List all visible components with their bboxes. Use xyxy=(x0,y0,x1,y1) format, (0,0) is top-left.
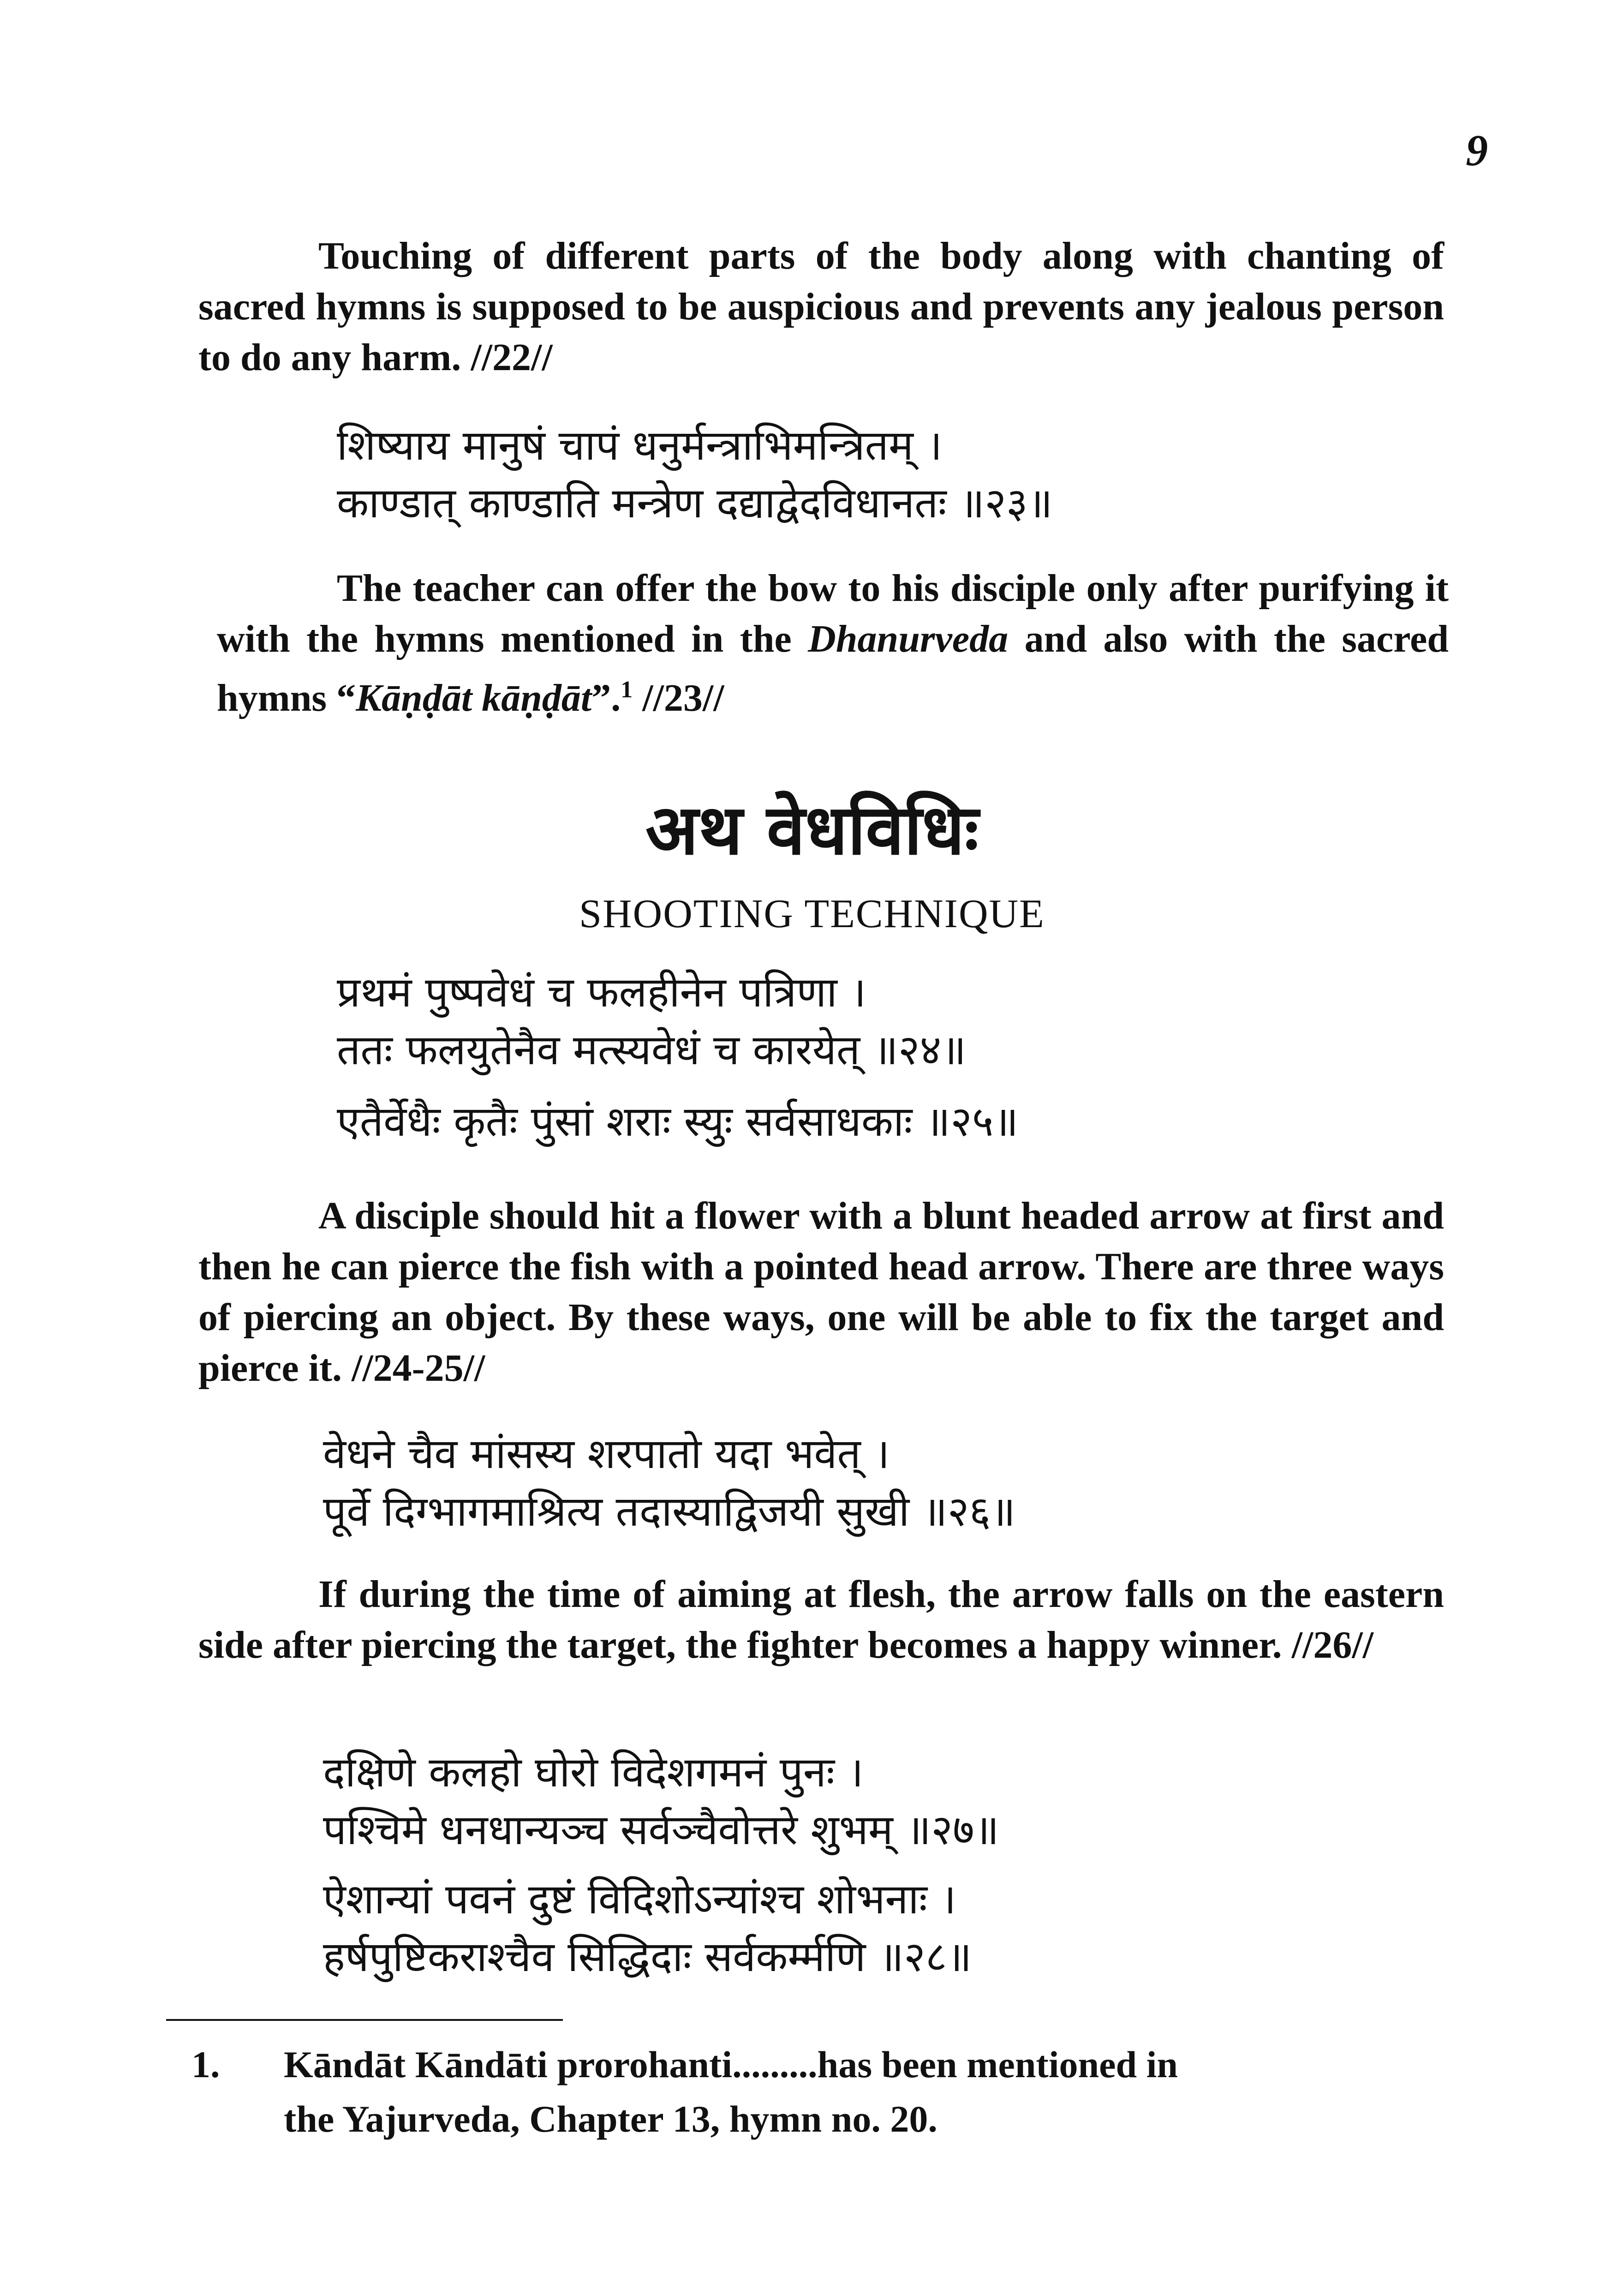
verse-22-text: Touching of different parts of the body along with chanting of sacred hymns is supposed to be auspicious and prevents any jealous person to do any harm. //22// xyxy=(198,234,1444,379)
footnote xyxy=(191,2037,1460,2146)
verse-22-translation xyxy=(198,231,1444,383)
section-heading-english: SHOOTING TECHNIQUE xyxy=(579,892,1045,936)
verse-27-sanskrit-line-1: दक्षिणे कलहो घोरो विदेशगमनं पुनः । xyxy=(323,1748,864,1797)
footnote-line-1: Kāndāt Kāndāti prorohanti.........has been mentioned in xyxy=(284,2043,1178,2085)
page-number: 9 xyxy=(1466,126,1488,175)
verse-28-sanskrit-line-1: ऐशान्यां पवनं दुष्टं विदिशोऽन्यांश्च शोभनाः । xyxy=(323,1875,956,1923)
verse-24-sanskrit-line-1: प्रथमं पुष्पवेधं च फलहीनेन पत्रिणा । xyxy=(337,968,866,1017)
verse-27-sanskrit-line-2: पश्चिमे धनधान्यञ्च सर्वञ्चैवोत्तरे शुभम् ॥२७॥ xyxy=(323,1806,999,1854)
footnote-divider xyxy=(166,2019,563,2021)
footnote-number: 1. xyxy=(191,2043,220,2085)
verse-26-sanskrit-line-2: पूर्वे दिग्भागमाश्रित्य तदास्याद्विजयी सुखी ॥२६॥ xyxy=(323,1487,1016,1536)
verse-25-sanskrit-line: एतैर्वेधैः कृतैः पुंसां शराः स्युः सर्वसाधकाः ॥२५॥ xyxy=(337,1097,1019,1146)
verse-26-sanskrit-line-1: वेधने चैव मांसस्य शरपातो यदा भवेत् । xyxy=(323,1430,890,1478)
verse-23-sanskrit-line-1: शिष्याय मानुषं चापं धनुर्मन्त्राभिमन्त्रितम् । xyxy=(337,421,943,470)
footnote-marker: 1 xyxy=(621,677,633,703)
italic-dhanurveda: Dhanurveda xyxy=(808,617,1009,660)
section-heading-sanskrit: अथ वेधविधिः xyxy=(645,790,979,870)
verse-23-sanskrit-line-2: काण्डात् काण्डाति मन्त्रेण दद्याद्वेदविधानतः ॥२३॥ xyxy=(337,479,1053,527)
verse-28-sanskrit-line-2: हर्षपुष्टिकराश्चैव सिद्धिदाः सर्वकर्म्मणि ॥२८॥ xyxy=(323,1933,972,1981)
verse-23-translation: The teacher can offer the bow to his disciple only after purifying it with the hymns mentioned in the Dhanurveda and also with the sacred hymns “Kāṇḍāt kāṇḍāt”.$^1$ //23// xyxy=(217,567,1449,719)
verse-24-25-translation: A disciple should hit a flower with a blunt headed arrow at first and then he can pierce the fish with a pointed head arrow. There are three ways of piercing an object. By these ways, one will be able to fix the target and pierce it. //24-25// xyxy=(198,1194,1444,1390)
italic-hymn-name: Kāṇḍāt kāṇḍāt xyxy=(356,677,592,719)
verse-26-translation: If during the time of aiming at flesh, the arrow falls on the eastern side after piercing the target, the fighter becomes a happy winner. //26// xyxy=(198,1573,1444,1666)
verse-24-sanskrit-line-2: ततः फलयुतेनैव मत्स्यवेधं च कारयेत् ॥२४॥ xyxy=(337,1026,967,1074)
footnote-line-2: the Yajurveda, Chapter 13, hymn no. 20. xyxy=(284,2098,937,2140)
